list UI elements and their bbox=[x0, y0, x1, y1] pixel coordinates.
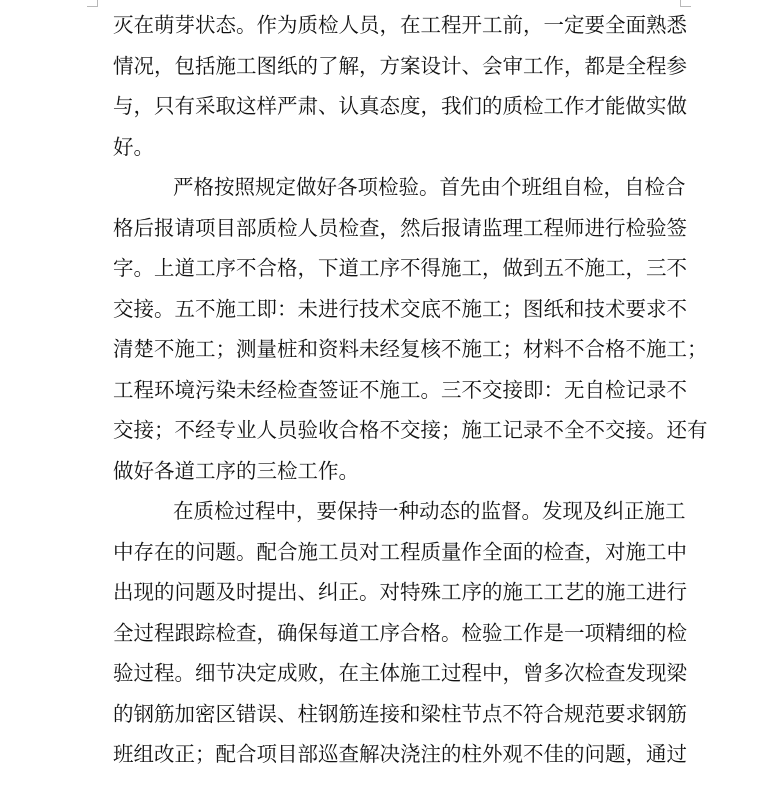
text-line: 交接。五不施工即：未进行技术交底不施工；图纸和技术要求不 bbox=[113, 296, 687, 321]
text-line: 做好各道工序的三检工作。 bbox=[113, 458, 359, 483]
text-line: 出现的问题及时提出、纠正。对特殊工序的施工工艺的施工进行 bbox=[113, 580, 687, 604]
paragraph-first-line: 严格按照规定做好各项检验。首先由个班组自检，自检合 bbox=[173, 175, 686, 199]
text-line: 工程环境污染未经检查签证不施工。三不交接即：无自检记录不 bbox=[113, 377, 687, 402]
text-line: 情况，包括施工图纸的了解，方案设计、会审工作，都是全程参 bbox=[113, 53, 687, 78]
page-corner-mark-right bbox=[680, 0, 691, 7]
text-line: 格后报请项目部质检人员检查，然后报请监理工程师进行检验签 bbox=[113, 215, 687, 240]
text-line: 交接；不经专业人员验收合格不交接；施工记录不全不交接。还有 bbox=[113, 418, 708, 442]
page-corner-mark-left bbox=[87, 0, 98, 7]
text-line: 与，只有采取这样严肃、认真态度，我们的质检工作才能做实做 bbox=[113, 94, 687, 118]
text-line: 班组改正；配合项目部巡查解决浇注的柱外观不佳的问题，通过 bbox=[113, 742, 687, 766]
text-line: 字。上道工序不合格，下道工序不得施工，做到五不施工，三不 bbox=[113, 256, 687, 280]
text-line: 清楚不施工；测量桩和资料未经复核不施工；材料不合格不施工； bbox=[113, 337, 708, 361]
text-line: 中存在的问题。配合施工员对工程质量作全面的检查，对施工中 bbox=[113, 539, 687, 564]
text-line: 全过程跟踪检查，确保每道工序合格。检验工作是一项精细的检 bbox=[113, 620, 687, 645]
text-line: 灭在萌芽状态。作为质检人员，在工程开工前，一定要全面熟悉 bbox=[113, 13, 687, 37]
text-line: 好。 bbox=[113, 134, 154, 159]
text-line: 验过程。细节决定成败，在主体施工过程中，曾多次检查发现梁 bbox=[113, 661, 687, 685]
text-line: 的钢筋加密区错误、柱钢筋连接和梁柱节点不符合规范要求钢筋 bbox=[113, 701, 687, 726]
document-body bbox=[113, 5, 708, 775]
paragraph-first-line: 在质检过程中，要保持一种动态的监督。发现及纠正施工 bbox=[173, 499, 686, 523]
